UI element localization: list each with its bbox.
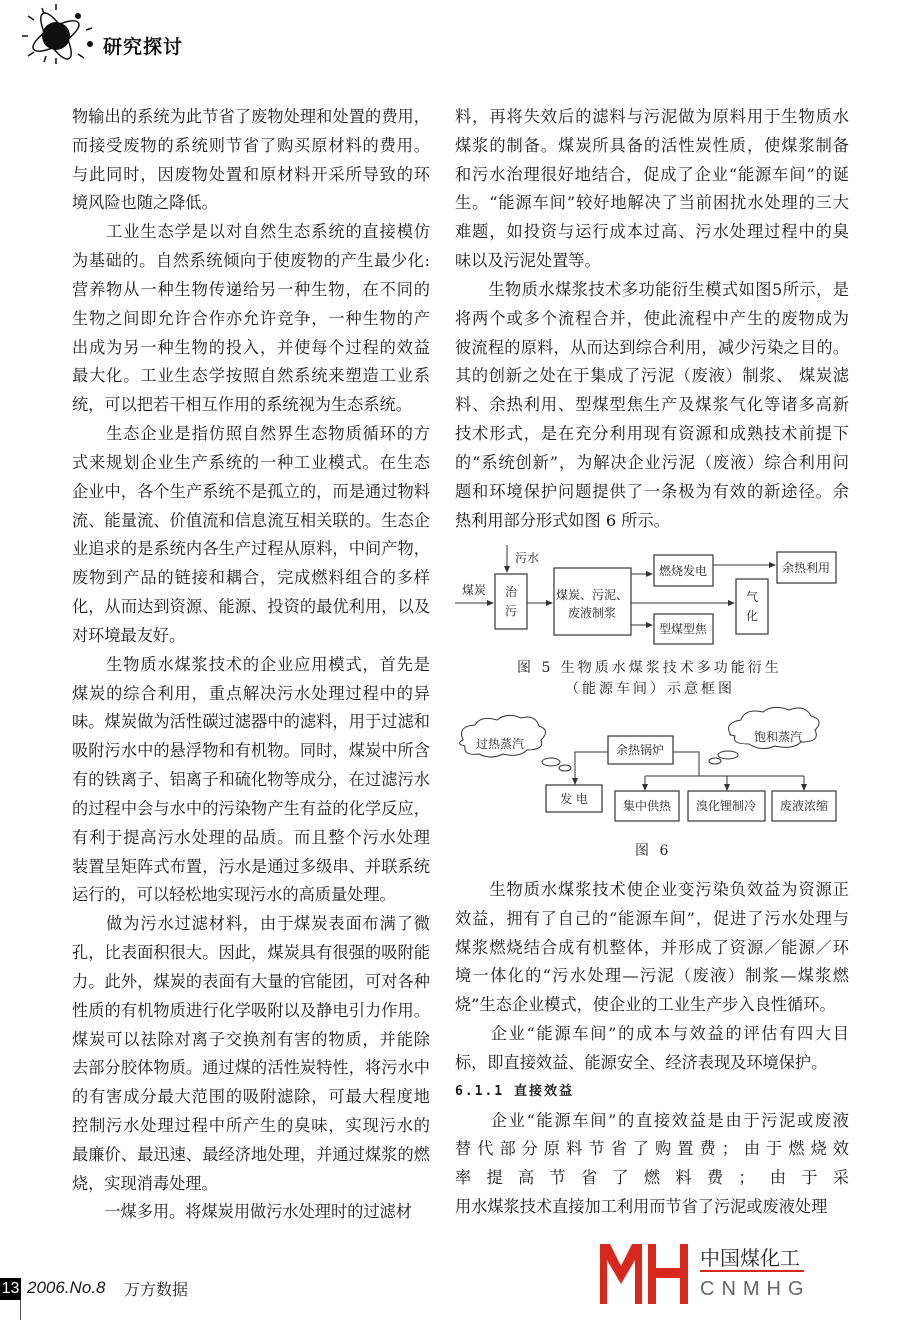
label-sewage: 污水 <box>515 551 540 565</box>
text-line: 式来规划企业生产系统的一种工业模式。在生态 <box>72 452 430 472</box>
text-line: 烧，实现消毒处理。 <box>72 1173 218 1193</box>
text-line: 生。“能源车间”较好地解决了当前困扰水处理的三大 <box>455 193 849 213</box>
page-number: 13 <box>0 1278 21 1300</box>
text-line: 装置呈矩阵式布置，污水是通过多级串、并联系统 <box>72 856 430 876</box>
text-line: 业追求的是系统内各生产过程从原料，中间产物， <box>72 539 430 559</box>
atom-logo-icon <box>18 2 98 66</box>
superheated-label: 过热蒸汽 <box>475 737 525 751</box>
saturated-label: 饱和蒸汽 <box>753 730 803 744</box>
text-line: 有的铁离子、铝离子和硫化物等成分，在过滤污水 <box>72 770 430 790</box>
text-line: 生物质水煤浆技术使企业变污染负效益为资源正 <box>455 880 849 899</box>
label-coal: 煤炭 <box>462 583 487 597</box>
text-line: 用水煤浆技术直接加工利用而节省了污泥或废液处理 <box>455 1197 828 1217</box>
text-line: 吸附污水中的悬浮物和有机物。同时，煤炭中所含 <box>72 741 430 761</box>
text-line: 料，再将失效后的滤料与污泥做为原料用于生物质水 <box>455 107 849 126</box>
watermark-rule <box>700 1270 804 1272</box>
text-line: 和污水治理很好地结合，促成了企业“能源车间”的诞 <box>455 164 849 184</box>
text-line: 营养物从一种生物传递给另一种生物，在不同的 <box>72 279 430 299</box>
figures <box>445 535 904 865</box>
text-line: 最廉价、最迅速、最经济地处理，并通过煤浆的燃 <box>72 1144 430 1164</box>
text-line: 去部分胶体物质。通过煤的活性炭特性，将污水中 <box>72 1058 430 1078</box>
text-line: 做为污水过滤材料，由于煤炭表面布满了微 <box>72 914 430 934</box>
text-line: 流、能量流、价值流和信息流互相关联的。生态企 <box>72 510 430 530</box>
watermark-logo <box>600 1244 815 1306</box>
watermark-en: CNMHG <box>700 1278 811 1300</box>
text-line: 力。此外，煤炭的表面有大量的官能团，可对各种 <box>72 971 430 991</box>
text-line: 味。煤炭做为活性碳过滤器中的滤料，用于过滤和 <box>72 712 430 732</box>
text-line: 煤炭可以祛除对离子交换剂有害的物质，并能除 <box>72 1029 430 1049</box>
footer-divider <box>20 1300 21 1320</box>
text-line: 率提高节省了燃料费；由于采 <box>455 1168 849 1188</box>
power-label: 燃烧发电 <box>658 564 708 578</box>
text-line: 的过程中会与水中的污染物产生有益的化学反应， <box>72 798 430 818</box>
boiler-label: 余热锅炉 <box>615 743 665 757</box>
slurry-label-1: 煤炭、污泥、 <box>555 588 629 602</box>
text-line: 的有害成分最大范围的吸附滤除，可最大程度地 <box>72 1087 430 1107</box>
text-line: 效益，拥有了自己的“能源车间”，促进了污水处理与 <box>455 908 849 928</box>
text-line: 煤浆的制备。煤炭所具备的活性炭性质，使煤浆制备 <box>455 135 849 155</box>
gasify-label-2: 化 <box>746 609 759 623</box>
text-line: 生物质水煤浆技术多功能衍生模式如图5所示，是 <box>455 279 849 299</box>
text-line: 味以及污泥处置等。 <box>455 251 601 271</box>
figure5-caption-2: （能源车间）示意框图 <box>565 681 735 697</box>
text-line: 境一体化的“污水处理—污泥（废液）制浆—煤浆燃 <box>455 966 849 986</box>
gasify-label-1: 气 <box>746 590 759 604</box>
text-line: 统，可以把若干相互作用的系统视为生态系统。 <box>72 395 412 415</box>
issue-label: 2006.No.8 <box>27 1278 106 1297</box>
text-line: 煤炭的综合利用，重点解决污水处理过程中的异 <box>72 683 430 703</box>
text-line: 而接受废物的系统则节省了购买原材料的费用。 <box>72 135 430 155</box>
text-line: 化，从而达到资源、能源、投资的最优利用，以及 <box>72 597 430 617</box>
text-line: 物输出的系统为此节省了废物处理和处置的费用， <box>72 107 430 126</box>
figure6-caption: 图 6 <box>635 843 672 859</box>
text-line: 热利用部分形式如图 6 所示。 <box>455 510 670 530</box>
text-line: 工业生态学是以对自然生态系统的直接模仿 <box>72 222 430 242</box>
figure5-caption-1: 图 5 生物质水煤浆技术多功能衍生 <box>517 660 782 676</box>
text-line: 最大化。工业生态学按照自然系统来塑造工业系 <box>72 366 430 386</box>
text-line: 题和环境保护问题提供了一条极为有效的新途径。余 <box>455 481 849 501</box>
cooling-label: 溴化锂制冷 <box>695 799 757 813</box>
text-line: 企业“能源车间”的成本与效益的评估有四大目 <box>455 1024 849 1044</box>
heating-label: 集中供热 <box>622 799 672 813</box>
text-line: 生物质水煤浆技术的企业应用模式，首先是 <box>72 654 430 674</box>
right-column-upper <box>455 103 849 535</box>
treat-label-2: 污 <box>505 604 518 618</box>
gasify-box <box>736 579 768 634</box>
section-title: 研究探讨 <box>103 36 184 58</box>
text-line: 一煤多用。将煤炭用做污水处理时的过滤材 <box>72 1202 412 1222</box>
text-line: 企业“能源车间”的直接效益是由于污泥或废液 <box>455 1110 849 1130</box>
text-line: 生物之间即允许合作亦允许竞争，一种生物的产 <box>72 308 430 328</box>
treat-label-1: 治 <box>505 585 518 599</box>
watermark-cn: 中国煤化工 <box>700 1246 800 1270</box>
power-label-6: 发 电 <box>560 792 588 806</box>
text-line: 技术形式，是在充分利用现有资源和成熟技术前提下 <box>455 424 849 444</box>
text-line: 标，即直接效益、能源安全、经济表现及环境保护。 <box>455 1052 828 1072</box>
text-line: 煤浆燃烧结合成有机整体，并形成了资源／能源／环 <box>455 937 849 957</box>
text-line: 为基础的。自然系统倾向于使废物的产生最少化: <box>72 251 430 271</box>
text-line: 出成为另一种生物的投入，并使每个过程的效益 <box>72 337 430 357</box>
slurry-label-2: 废液制浆 <box>567 606 617 620</box>
figure-6 <box>459 707 836 859</box>
text-line: 与此同时，因废物处置和原材料开采所导致的环 <box>72 164 430 184</box>
text-line: 替代部分原料节省了购置费；由于燃烧效 <box>455 1139 849 1159</box>
section-heading: 6.1.1 直接效益 <box>455 1083 574 1099</box>
text-line: 企业中，各个生产系统不是孤立的，而是通过物料 <box>72 481 430 501</box>
text-line: 将两个或多个流程合并，使此流程中产生的废物成为 <box>455 308 849 328</box>
text-line: 性质的有机物质进行化学吸附以及静电引力作用。 <box>72 1000 430 1020</box>
text-line: 料、余热利用、型煤型焦生产及煤浆气化等诸多高新 <box>455 395 849 415</box>
treat-box <box>495 574 527 629</box>
right-column-lower <box>455 876 849 1222</box>
text-line: 控制污水处理过程中所产生的臭味，实现污水的 <box>72 1115 430 1135</box>
text-line: 境风险也随之降低。 <box>72 193 218 213</box>
text-line: 有利于提高污水处理的品质。而且整个污水处理 <box>72 827 430 847</box>
concentration-label: 废液浓缩 <box>779 799 829 813</box>
mh-logo-icon <box>600 1244 692 1304</box>
text-line: 孔，比表面积很大。因此，煤炭具有很强的吸附能 <box>72 943 430 963</box>
source-watermark: 万方数据 <box>124 1280 189 1299</box>
text-line: 彼流程的原料，从而达到综合利用，减少污染之目的。 <box>455 337 849 357</box>
waste-heat-label: 余热利用 <box>781 561 831 575</box>
briquette-label: 型煤型焦 <box>658 622 708 636</box>
text-line: 废物到产品的链接和耦合，完成燃料组合的多样 <box>72 568 430 588</box>
text-line: 运行的，可以轻松地实现污水的高质量处理。 <box>72 885 396 905</box>
text-line: 对环境最友好。 <box>72 625 186 645</box>
text-line: 烧”生态企业模式，使企业的工业生产步入良性循环。 <box>455 995 836 1015</box>
left-column <box>72 103 430 1227</box>
text-line: 的“系统创新”，为解决企业污泥（废液）综合利用问 <box>455 452 849 472</box>
text-line: 难题，如投资与运行成本过高、污水处理过程中的臭 <box>455 222 849 242</box>
figure-5 <box>455 545 836 697</box>
text-line: 其的创新之处在于集成了污泥（废液）制浆、 煤炭滤 <box>455 366 849 386</box>
text-line: 生态企业是指仿照自然界生态物质循环的方 <box>72 424 430 444</box>
